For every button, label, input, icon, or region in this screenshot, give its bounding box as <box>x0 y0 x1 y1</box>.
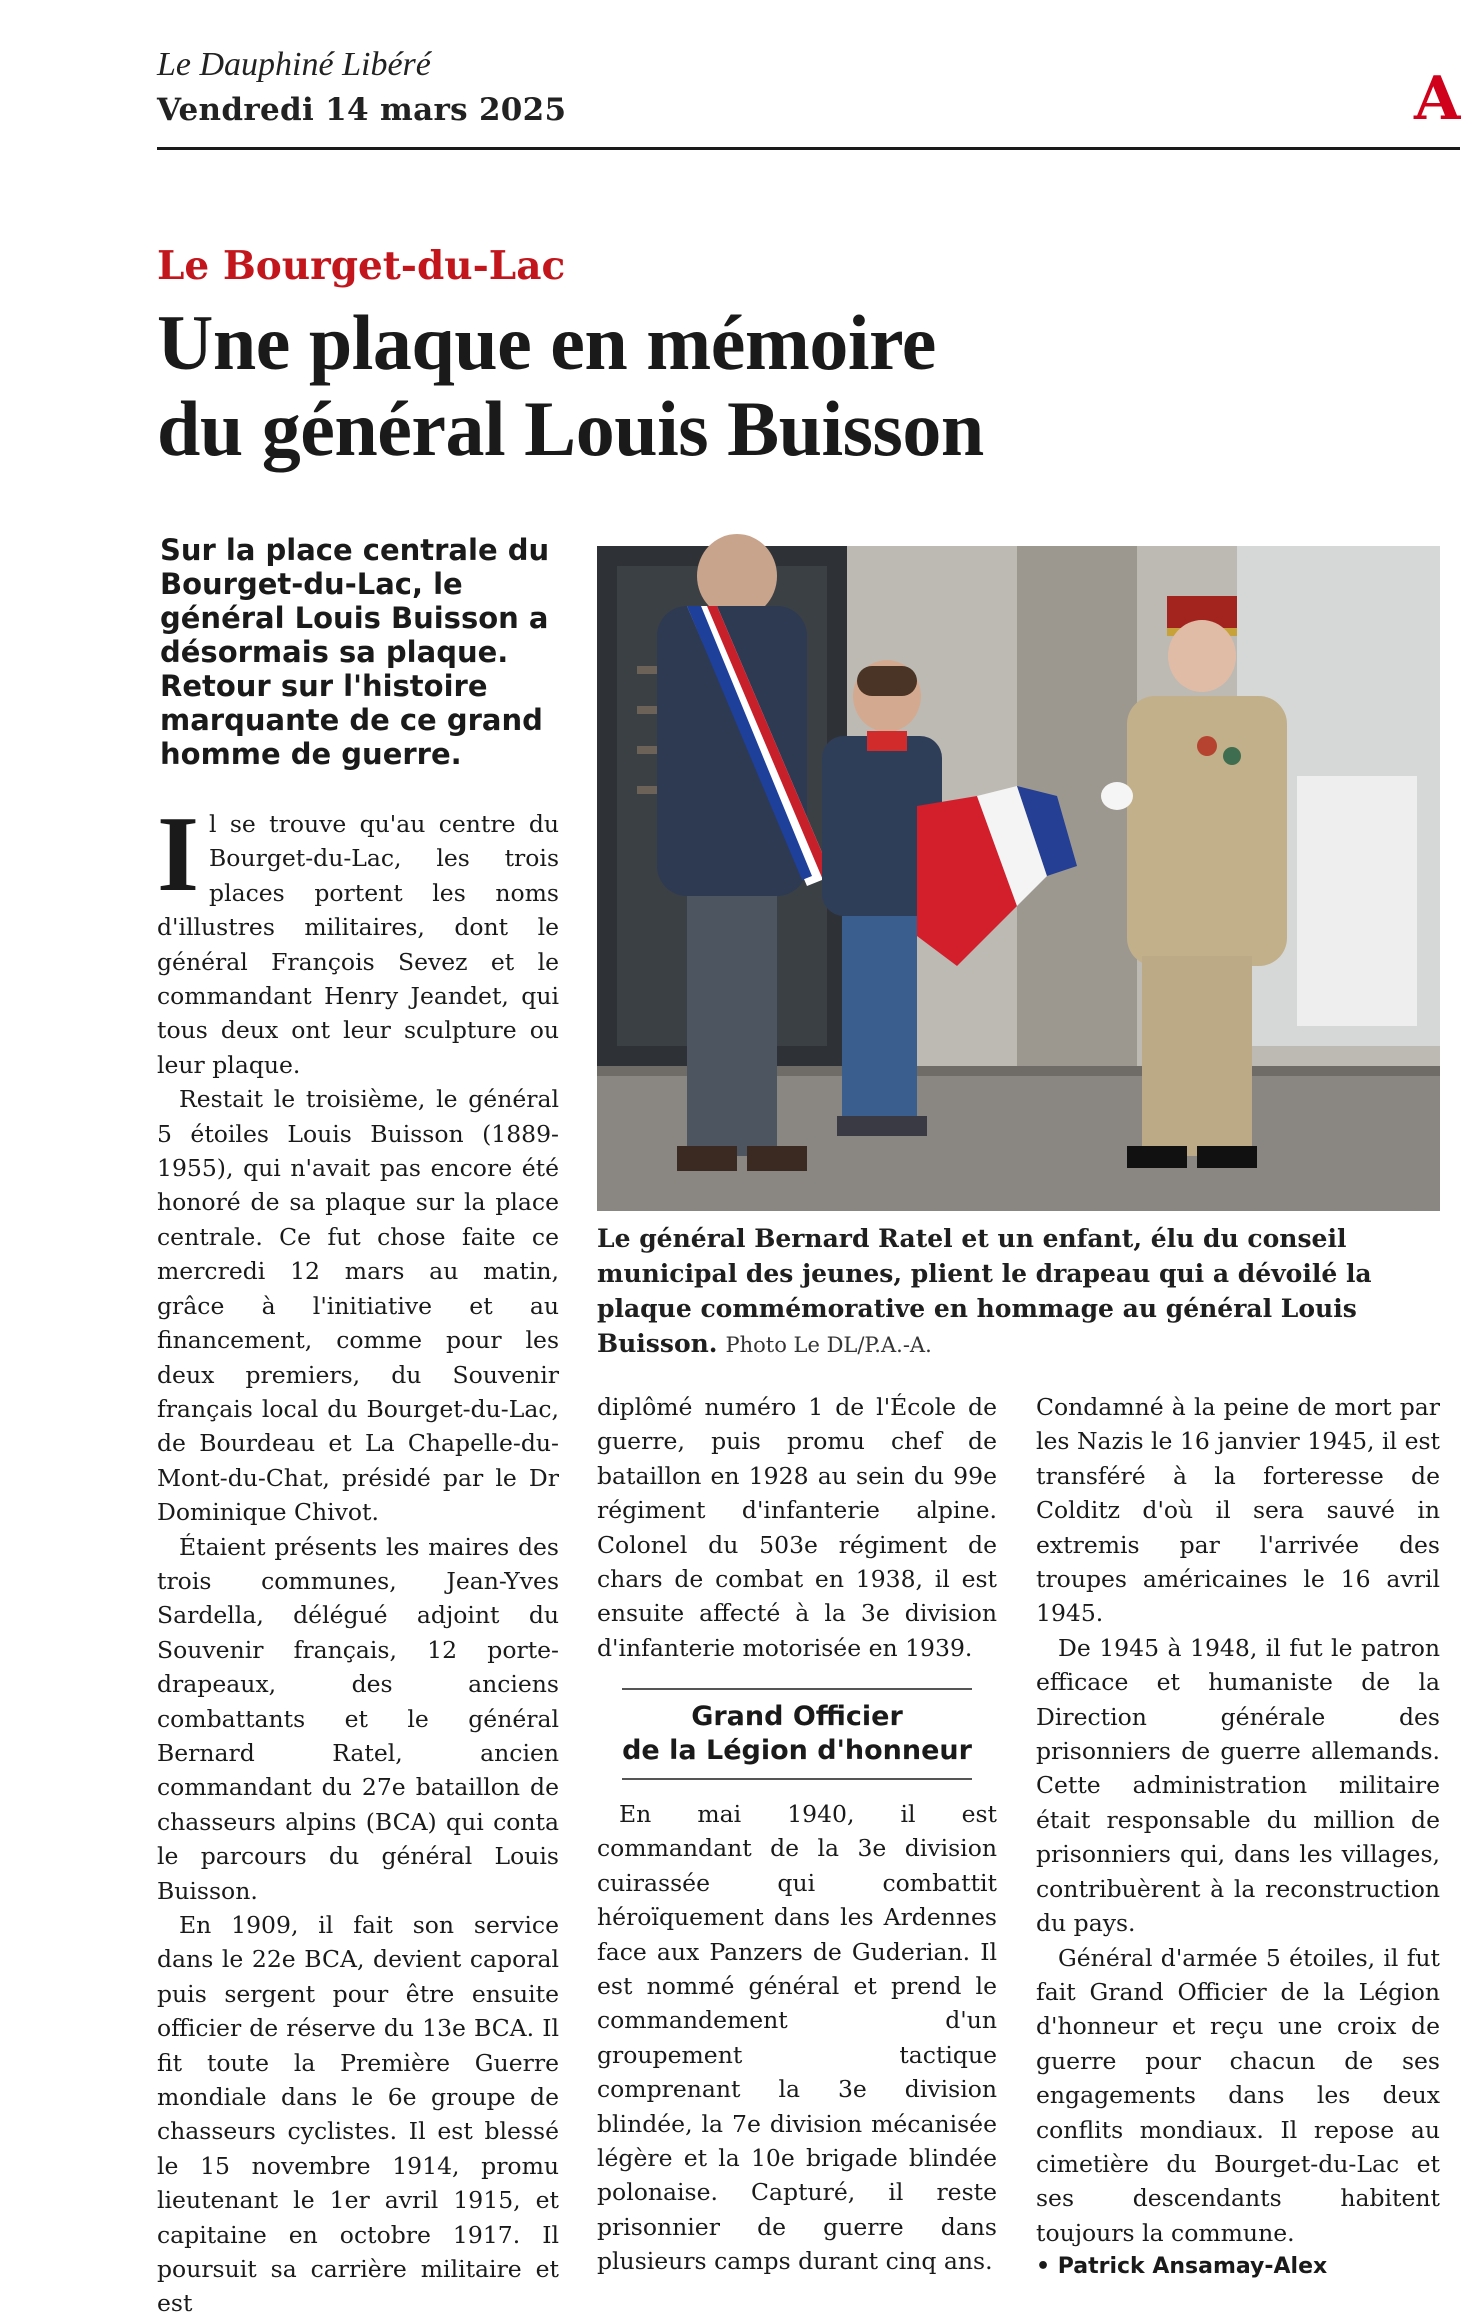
publication-date: Vendredi 14 mars 2025 <box>157 92 567 128</box>
masthead-divider <box>157 147 1460 150</box>
headline-line-2: du général Louis Buisson <box>157 385 984 472</box>
newspaper-name: Le Dauphiné Libéré <box>157 46 431 83</box>
paragraph: Étaient présents les maires des trois communes, Jean-Yves Sardella, délégué adjoint du Souvenir français, 12 porte-drapeaux, des anciens combattants et le général Bernard Ratel, ancien commandant du 27e bataillon de chasseurs alpins (BCA) qui conta le parcours du général Louis Buisson. <box>157 1532 559 1905</box>
text-column-3 <box>1036 1390 1440 2285</box>
subhead-rule-bottom <box>622 1778 972 1780</box>
paragraph: Condamné à la peine de mort par les Nazis le 16 janvier 1945, il est transféré à la forteresse de Colditz d'où il sera sauvé in extremis par l'arrivée des troupes américaines le 16 avril 1945. <box>1036 1393 1440 1628</box>
photo-caption <box>597 1221 1440 1363</box>
author-signature: • Patrick Ansamay-Alex <box>1036 2254 1328 2280</box>
paragraph-text: l se trouve qu'au centre du Bourget-du-Lac, les trois places portent les noms d'illustres militaires, dont le général François Sevez et le commandant Henry Jeandet, qui tous deux ont leur sculpture ou leur plaque. <box>157 810 559 1079</box>
drop-cap: I <box>157 795 200 914</box>
paragraph: De 1945 à 1948, il fut le patron efficace et humaniste de la Direction générale des prisonniers de guerre allemands. Cette administration militaire était responsable du million de prisonniers qui, dans les villages, contribuèrent à la reconstruction du pays. <box>1036 1633 1440 1938</box>
text-column-1 <box>157 795 559 2318</box>
paragraph: Général d'armée 5 étoiles, il fut fait Grand Officier de la Légion d'honneur et reçu une croix de guerre pour chacun de ses engagements dans les deux conflits mondiaux. Il repose au cimetière du Bourget-du-Lac et ses descendants habitent toujours la commune. <box>1036 1943 1440 2247</box>
photo-credit: Photo Le DL/P.A.-A. <box>725 1333 932 1357</box>
article-lede: Sur la place centrale du Bourget-du-Lac, le général Louis Buisson a désormais sa plaque. Retour sur l'histoire marquante de ce grand homme de guerre. <box>160 533 550 771</box>
text-column-2-top <box>597 1390 997 1665</box>
section-letter: A <box>1414 64 1461 134</box>
paragraph: diplômé numéro 1 de l'École de guerre, puis promu chef de bataillon en 1928 au sein du 99e régiment d'infanterie alpine. Colonel du 503e régiment de chars de combat en 1938, il est ensuite affecté à la 3e division d'infanterie motorisée en 1939. <box>597 1393 997 1662</box>
article-location: Le Bourget-du-Lac <box>157 243 566 289</box>
paragraph: En mai 1940, il est commandant de la 3e division cuirassée qui combattit héroïquement dans les Ardennes face aux Panzers de Guderian. Il est nommé général et prend le commandement d'un groupement tactique comprenant la 3e division blindée, la 7e division mécanisée légère et la 10e brigade blindée polonaise. Capturé, il reste prisonnier de guerre dans plusieurs camps durant cinq ans. <box>597 1800 997 2276</box>
headline-line-1: Une plaque en mémoire <box>157 299 936 386</box>
subhead-rule-top <box>622 1688 972 1690</box>
caption-text: Le général Bernard Ratel et un enfant, élu du conseil municipal des jeunes, plient le drapeau qui a dévoilé la plaque commémorative en hommage au général Louis Buisson. <box>597 1224 1372 1358</box>
intertitle-line-1: Grand Officier <box>691 1701 903 1732</box>
photo-illustration <box>597 546 1440 1211</box>
paragraph <box>157 795 559 1082</box>
paragraph: Restait le troisième, le général 5 étoiles Louis Buisson (1889-1955), qui n'avait pas encore été honoré de sa plaque sur la place centrale. Ce fut chose faite ce mercredi 12 mars au matin, grâce à l'initiative et au financement, comme pour les deux premiers, du Souvenir français local du Bourget-du-Lac, de Bourdeau et La Chapelle-du-Mont-du-Chat, présidé par le Dr Dominique Chivot. <box>157 1085 559 1527</box>
article-photo <box>597 546 1440 1211</box>
intertitle-line-2: de la Légion d'honneur <box>622 1735 972 1766</box>
paragraph: En 1909, il fait son service dans le 22e BCA, devient caporal puis sergent pour être ensuite officier de réserve du 13e BCA. Il fit toute la Première Guerre mondiale dans le 6e groupe de chasseurs cyclistes. Il est blessé le 15 novembre 1914, promu lieutenant le 1er avril 1915, et capitaine en octobre 1917. Il poursuit sa carrière militaire et est <box>157 1911 559 2318</box>
article-headline <box>157 300 1337 472</box>
text-column-2-bottom <box>597 1797 997 2279</box>
intertitle <box>597 1700 997 1768</box>
